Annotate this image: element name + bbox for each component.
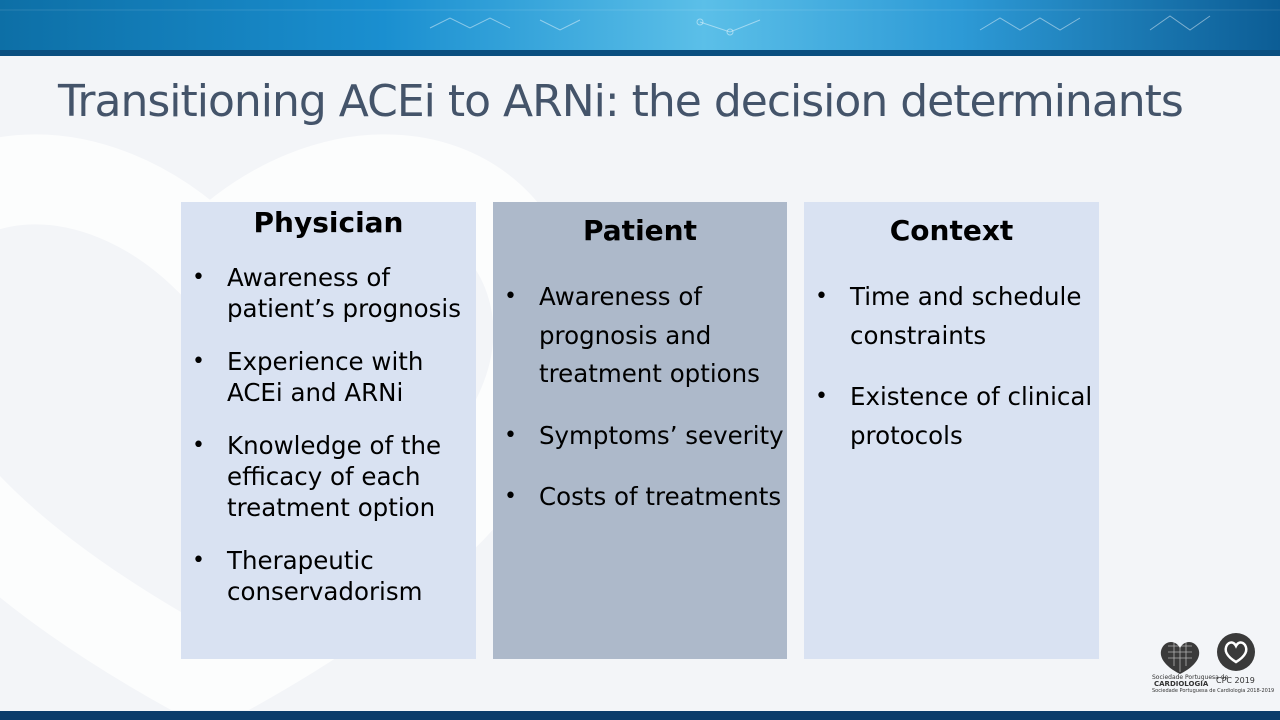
list-item (181, 346, 476, 408)
bullet-list (493, 278, 787, 540)
list-item (804, 378, 1099, 455)
spc-footer: Sociedade Portuguesa de Cardiologia 2018-2019 (1152, 688, 1275, 694)
bullet-icon: • (815, 284, 828, 309)
column-physician (181, 202, 476, 659)
column-patient (493, 202, 787, 659)
list-item-text: Symptoms’ severity (539, 420, 784, 450)
bullet-icon: • (815, 384, 828, 409)
top-banner (0, 0, 1280, 56)
bullet-icon: • (192, 548, 205, 573)
bullet-icon: • (504, 284, 517, 309)
column-heading: Patient (583, 214, 697, 247)
spc-subtitle: Sociedade Portuguesa de (1152, 674, 1229, 681)
list-item-text: Awareness of patient’s prognosis (227, 263, 462, 323)
footer-logos (1150, 632, 1275, 696)
list-item (181, 262, 476, 324)
list-item-text: Knowledge of the efficacy of each treatment option (227, 431, 442, 522)
spc-name: CARDIOLOGIA (1154, 680, 1209, 688)
bullet-list (181, 262, 476, 629)
bullet-icon: • (192, 349, 205, 374)
list-item (181, 545, 476, 607)
column-heading: Physician (253, 206, 404, 239)
slide-title: Transitioning ACEi to ARNi: the decision determinants (58, 76, 1183, 127)
list-item (493, 417, 787, 456)
bullet-icon: • (192, 265, 205, 290)
bullet-icon: • (504, 422, 517, 448)
column-context (804, 202, 1099, 659)
list-item-text: Experience with ACEi and ARNi (227, 347, 424, 407)
column-heading: Context (889, 214, 1014, 247)
list-item-text: Costs of treatments (539, 482, 782, 511)
bullet-icon: • (192, 433, 205, 458)
list-item-text: Awareness of prognosis and treatment options (539, 282, 760, 388)
banner-underline (0, 50, 1280, 56)
bullet-list (804, 278, 1099, 478)
bottom-bar (0, 711, 1280, 720)
cpc-label: CPC 2019 (1216, 676, 1255, 685)
list-item (493, 278, 787, 394)
list-item-text: Therapeutic conservadorism (227, 546, 423, 606)
list-item-text: Time and schedule constraints (850, 282, 1082, 350)
bullet-icon: • (504, 484, 517, 509)
list-item (493, 478, 787, 517)
list-item (181, 430, 476, 523)
list-item (804, 278, 1099, 355)
molecule-pattern-icon (0, 0, 1280, 56)
list-item-text: Existence of clinical protocols (850, 382, 1093, 450)
